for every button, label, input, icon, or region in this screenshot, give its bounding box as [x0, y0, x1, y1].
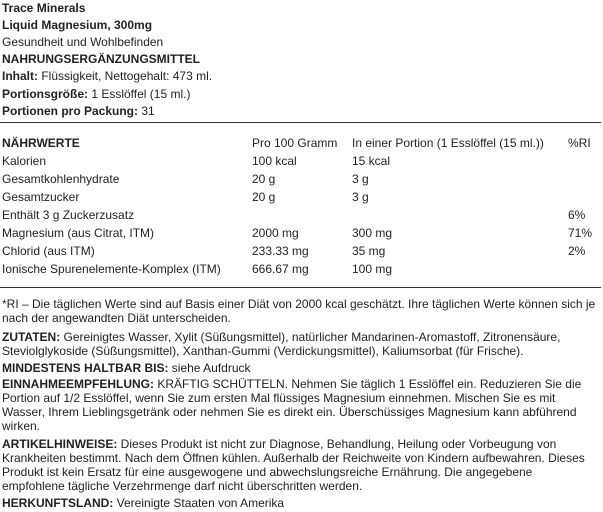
cell-per-portion: 35 mg [352, 244, 386, 258]
cell-per-100g: 233.33 mg [252, 244, 309, 258]
type-heading: NAHRUNGSERGÄNZUNGSMITTEL [2, 52, 200, 66]
section-label: HERKUNFTSLAND: [2, 496, 114, 510]
brand-name: Trace Minerals [2, 1, 86, 15]
cell-per-100g: 666.67 mg [252, 262, 309, 276]
info-label: Inhalt: [2, 69, 38, 83]
info-value: Flüssigkeit, Nettogehalt: 473 ml. [38, 69, 213, 83]
cell-per-portion: 100 mg [352, 262, 393, 276]
info-serving [2, 86, 190, 102]
cell-ri [568, 152, 600, 170]
cell-per-portion [352, 206, 568, 224]
table-row [2, 170, 600, 188]
cell-per-portion: 3 g [352, 190, 369, 204]
table-row [2, 260, 600, 278]
cell-per-portion: 3 g [352, 172, 369, 186]
table-row [2, 242, 600, 260]
cell-ri [568, 170, 600, 188]
cell-per-portion: 15 kcal [352, 154, 391, 168]
cell-per-100g: 100 kcal [252, 154, 297, 168]
header-per-100g: Pro 100 Gramm [252, 136, 338, 150]
cell-per-100g [252, 206, 352, 224]
section-label: ARTIKELHINWEISE: [2, 437, 118, 451]
cell-ri [568, 260, 600, 278]
info-content [2, 68, 212, 84]
info-label: Portionen pro Packung: [2, 104, 139, 118]
info-label: Portionsgröße: [2, 87, 88, 101]
product-name: Liquid Magnesium, 300mg [2, 18, 153, 32]
section-label: EINNAHMEEMPFEHLUNG: [2, 377, 154, 391]
cell-ri: 2% [568, 244, 586, 258]
cell-nutrient: Gesamtkohlenhydrate [2, 172, 120, 186]
cell-per-100g: 2000 mg [252, 226, 299, 240]
section-origin [2, 496, 598, 510]
info-value: 1 Esslöffel (15 ml.) [88, 87, 191, 101]
cell-nutrient: Chlorid (aus ITM) [2, 244, 95, 258]
section-label: MINDESTENS HALTBAR BIS: [2, 361, 169, 375]
info-servings [2, 103, 155, 119]
section-text: Gereinigtes Wasser, Xylit (Süßungsmittel), natürlicher Mandarinen-Aromastoff, Zitronensäure, Steviolglykoside (Süßungsmittel), Xanthan-Gummi (Verdickungsmittel), Kaliumsorbat (für Frische). [2, 330, 561, 358]
table-row [2, 206, 600, 224]
section-text: KRÄFTIG SCHÜTTELN. Nehmen Sie täglich 1 Esslöffel ein. Reduzieren Sie die Portion auf 1/2 Esslöffel, wenn Sie zum ersten Mal flüssiges Magnesium einnehmen. Mischen Sie es mit Wasser, Ihrem Lieblingsgetränk oder nehmen Sie es direkt ein. Überschüssiges Magnesium kann abführend wirken. [2, 377, 582, 433]
table-row [2, 224, 600, 242]
header-ri: %RI [568, 136, 591, 150]
header-nutrients: NÄHRWERTE [2, 136, 80, 150]
nutrition-table [2, 134, 600, 278]
section-ingredients [2, 330, 598, 358]
section-best-before [2, 361, 598, 375]
cell-nutrient: Enthält 3 g Zuckerzusatz [2, 208, 135, 222]
section-notes [2, 437, 598, 493]
header-per-portion: In einer Portion (1 Esslöffel (15 ml.)) [352, 136, 544, 150]
section-label: ZUTATEN: [2, 330, 61, 344]
cell-nutrient: Gesamtzucker [2, 190, 80, 204]
cell-ri: 71% [568, 226, 593, 240]
table-row [2, 152, 600, 170]
cell-per-100g: 20 g [252, 190, 276, 204]
cell-ri: 6% [568, 208, 586, 222]
cell-nutrient: Ionische Spurenelemente-Komplex (ITM) [2, 262, 221, 276]
category: Gesundheit und Wohlbefinden [2, 35, 164, 49]
section-text: Vereinigte Staaten von Amerika [113, 496, 285, 510]
table-row [2, 188, 600, 206]
section-text: siehe Aufdruck [168, 361, 251, 375]
cell-ri [568, 188, 600, 206]
footnote: *RI – Die täglichen Werte sind auf Basis einer Diät von 2000 kcal geschätzt. Ihre täglichen Werte können sich je nach der angewandten Diät unterscheiden. [2, 297, 596, 325]
cell-per-portion: 300 mg [352, 226, 393, 240]
section-usage [2, 377, 598, 433]
cell-per-100g: 20 g [252, 172, 276, 186]
section-text: Dieses Produkt ist nicht zur Diagnose, Behandlung, Heilung oder Vorbeugung von Krankheiten bestimmt. Nach dem Öffnen kühlen. Außerhalb der Reichweite von Kindern aufbewahren. Dieses Produkt ist kein Ersatz für eine ausgewogene und abwechslungsreiche Ernährung. Die angegebene empfohlene tägliche Verzehrmenge darf nicht überschritten werden. [2, 437, 585, 493]
nutrition-header-row [2, 134, 600, 152]
info-value: 31 [138, 104, 155, 118]
cell-nutrient: Magnesium (aus Citrat, ITM) [2, 226, 155, 240]
cell-nutrient: Kalorien [2, 154, 47, 168]
